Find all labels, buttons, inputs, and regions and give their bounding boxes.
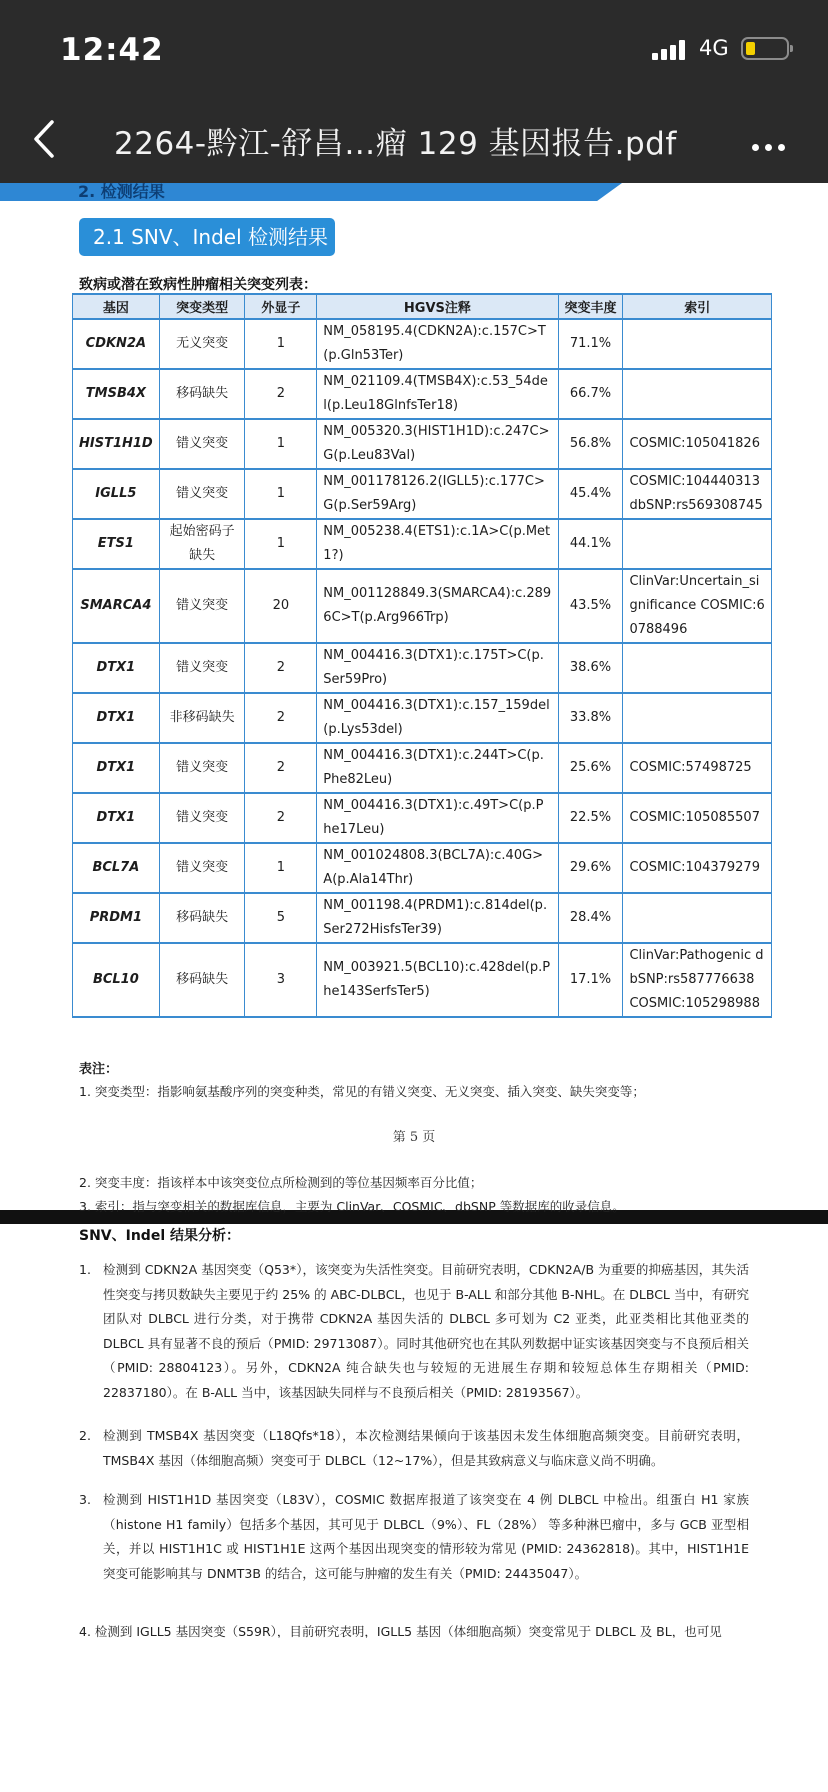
index-cell: ClinVar:Pathogenic dbSNP:rs587776638 COSMIC:105298988 [623,943,772,1017]
analysis-item-3 [79,1488,749,1586]
hgvs-cell: NM_004416.3(DTX1):c.49T>C(p.Phe17Leu) [317,793,558,843]
mutation-type-cell: 无义突变 [159,319,245,369]
header-type: 突变类型 [159,294,245,319]
exon-cell: 2 [245,793,317,843]
hgvs-cell: NM_004416.3(DTX1):c.175T>C(p.Ser59Pro) [317,643,558,693]
mutation-type-cell: 移码缺失 [159,943,245,1017]
note-2: 2. 突变丰度：指该样本中该突变位点所检测到的等位基因频率百分比值； [79,1175,483,1190]
gene-cell: HIST1H1D [73,419,160,469]
subsection-label: 2.1 SNV、Indel 检测结果 [79,218,335,256]
network-type: 4G [699,36,729,60]
mutation-type-cell: 错义突变 [159,419,245,469]
pdf-page-6 [0,1175,828,1792]
hgvs-cell: NM_001128849.3(SMARCA4):c.2896C>T(p.Arg966Trp) [317,569,558,643]
chevron-left-icon [30,118,60,160]
frequency-cell: 66.7% [558,369,623,419]
mutation-type-cell: 错义突变 [159,743,245,793]
index-cell [623,893,772,943]
index-cell [623,369,772,419]
mutation-row [73,693,772,743]
exon-cell: 3 [245,943,317,1017]
item-number: 3. [79,1492,91,1507]
frequency-cell: 43.5% [558,569,623,643]
analysis-item-1 [79,1258,749,1405]
index-cell: COSMIC:57498725 [623,743,772,793]
gene-cell: DTX1 [73,693,160,743]
frequency-cell: 45.4% [558,469,623,519]
index-cell: COSMIC:105085507 [623,793,772,843]
exon-cell: 5 [245,893,317,943]
mutation-type-cell: 错义突变 [159,569,245,643]
header-frequency: 突变丰度 [558,294,623,319]
frequency-cell: 56.8% [558,419,623,469]
status-bar [0,28,828,72]
hgvs-cell: NM_001024808.3(BCL7A):c.40G>A(p.Ala14Thr) [317,843,558,893]
gene-cell: BCL10 [73,943,160,1017]
mutation-type-cell: 起始密码子缺失 [159,519,245,569]
battery-icon [741,37,789,60]
hgvs-cell: NM_001178126.2(IGLL5):c.177C>G(p.Ser59Arg) [317,469,558,519]
mutation-row [73,519,772,569]
mutation-row [73,469,772,519]
header-index: 索引 [623,294,772,319]
note-1: 1. 突变类型：指影响氨基酸序列的突变种类，常见的有错义突变、无义突变、插入突变、缺失突变等； [79,1084,645,1099]
header-gene: 基因 [73,294,160,319]
hgvs-cell: NM_058195.4(CDKN2A):c.157C>T(p.Gln53Ter) [317,319,558,369]
index-cell [623,643,772,693]
header-exon: 外显子 [245,294,317,319]
gene-cell: PRDM1 [73,893,160,943]
index-cell: COSMIC:104440313 dbSNP:rs569308745 [623,469,772,519]
gene-cell: IGLL5 [73,469,160,519]
exon-cell: 2 [245,743,317,793]
item-number: 1. [79,1262,91,1277]
frequency-cell: 33.8% [558,693,623,743]
frequency-cell: 44.1% [558,519,623,569]
gene-cell: BCL7A [73,843,160,893]
frequency-cell: 38.6% [558,643,623,693]
gene-cell: DTX1 [73,643,160,693]
note-3: 3. 索引：指与突变相关的数据库信息，主要为 ClinVar、COSMIC、dbSNP 等数据库的收录信息。 [79,1199,625,1214]
frequency-cell: 28.4% [558,893,623,943]
analysis-title: SNV、Indel 结果分析： [79,1228,240,1244]
index-cell: COSMIC:104379279 [623,843,772,893]
pdf-page-5 [0,183,828,1210]
exon-cell: 2 [245,643,317,693]
frequency-cell: 71.1% [558,319,623,369]
mutation-type-cell: 非移码缺失 [159,693,245,743]
gene-cell: CDKN2A [73,319,160,369]
item-text: 检测到 HIST1H1D 基因突变（L83V），COSMIC 数据库报道了该突变在 4 例 DLBCL 中检出。组蛋白 H1 家族（histone H1 family）包括多个基因，其可见于 DLBCL（9%）、FL（28%） 等多种淋巴瘤中，多与 GCB 亚型相关，并以 HIST1H1C 或 HIST1H1E 这两个基因出现突变的情形较为常见 (PMID: 24362818)。其中，HIST1H1E 突变可能影响其与 DNMT3B 的结合，这可能与肿瘤的发生有关（PMID: 24435047）。 [103,1492,749,1581]
document-title: 2264-黔江-舒昌…瘤 129 基因报告.pdf [114,126,677,162]
frequency-cell: 17.1% [558,943,623,1017]
hgvs-cell: NM_004416.3(DTX1):c.157_159del(p.Lys53del) [317,693,558,743]
mutation-row [73,793,772,843]
frequency-cell: 25.6% [558,743,623,793]
signal-icon [652,40,692,60]
hgvs-cell: NM_001198.4(PRDM1):c.814del(p.Ser272HisfsTer39) [317,893,558,943]
more-options-button[interactable] [752,136,791,155]
index-cell [623,319,772,369]
hgvs-cell: NM_005238.4(ETS1):c.1A>C(p.Met1?) [317,519,558,569]
mutation-row [73,943,772,1017]
gene-cell: DTX1 [73,793,160,843]
index-cell: ClinVar:Uncertain_significance COSMIC:60788496 [623,569,772,643]
index-cell [623,693,772,743]
header-hgvs: HGVS注释 [317,294,558,319]
hgvs-cell: NM_021109.4(TMSB4X):c.53_54del(p.Leu18GlnfsTer18) [317,369,558,419]
mutation-type-cell: 移码缺失 [159,893,245,943]
exon-cell: 1 [245,319,317,369]
page-number: 第 5 页 [392,1130,436,1145]
analysis-item-2 [79,1424,749,1473]
frequency-cell: 29.6% [558,843,623,893]
analysis-item-4-partial: 4. 检测到 IGLL5 基因突变（S59R），目前研究表明，IGLL5 基因（体细胞高频）突变常见于 DLBCL 及 BL，也可见 [79,1624,722,1638]
table-title: 致病或潜在致病性肿瘤相关突变列表： [79,277,317,293]
mutation-row [73,319,772,369]
exon-cell: 1 [245,419,317,469]
mutation-type-cell: 错义突变 [159,843,245,893]
gene-cell: SMARCA4 [73,569,160,643]
section-banner-text: 2. 检测结果 [78,182,165,201]
exon-cell: 1 [245,469,317,519]
hgvs-cell: NM_005320.3(HIST1H1D):c.247C>G(p.Leu83Val) [317,419,558,469]
mutation-row [73,569,772,643]
exon-cell: 2 [245,369,317,419]
mutation-row [73,369,772,419]
item-text: 检测到 TMSB4X 基因突变（L18Qfs*18），本次检测结果倾向于该基因未发生体细胞高频突变。目前研究表明，TMSB4X 基因（体细胞高频）突变可于 DLBCL（12~17%），但是其致病意义与临床意义尚不明确。 [103,1428,749,1468]
item-text: 检测到 CDKN2A 基因突变（Q53*），该突变为失活性突变。目前研究表明，CDKN2A/B 为重要的抑癌基因，其失活性突变与拷贝数缺失主要见于约 25% 的 ABC-DLBCL，也见于 B-ALL 和部分其他 B-NHL。在 DLBCL 当中，有研究团队对 DLBCL 进行分类，对于携带 CDKN2A 基因失活的 DLBCL 多可划为 C2 亚类，此亚类相比其他亚类的 DLBCL 具有显著不良的预后（PMID: 29713087）。同时其他研究也在其队列数据中证实该基因突变与不良预后相关（PMID: 28804123）。另外，CDKN2A 纯合缺失也与较短的无进展生存期和较短总体生存期相关（PMID: 22837180）。在 B-ALL 当中，该基因缺失同样与不良预后相关（PMID: 28193567）。 [103,1262,749,1400]
back-button[interactable] [30,118,60,160]
mutation-type-cell: 错义突变 [159,469,245,519]
mutation-type-cell: 移码缺失 [159,369,245,419]
gene-cell: DTX1 [73,743,160,793]
item-number: 2. [79,1428,91,1443]
frequency-cell: 22.5% [558,793,623,843]
exon-cell: 20 [245,569,317,643]
gene-cell: TMSB4X [73,369,160,419]
mutation-row [73,419,772,469]
mutation-row [73,893,772,943]
exon-cell: 1 [245,519,317,569]
mutation-row [73,843,772,893]
nav-bar [0,108,828,172]
hgvs-cell: NM_004416.3(DTX1):c.244T>C(p.Phe82Leu) [317,743,558,793]
gene-cell: ETS1 [73,519,160,569]
index-cell: COSMIC:105041826 [623,419,772,469]
mutation-type-cell: 错义突变 [159,643,245,693]
mutation-table [72,293,772,1018]
table-header-row [73,294,772,319]
exon-cell: 2 [245,693,317,743]
exon-cell: 1 [245,843,317,893]
status-time: 12:42 [60,32,164,68]
notes-title: 表注： [79,1062,119,1077]
index-cell [623,519,772,569]
app-header [0,0,828,183]
mutation-row [73,743,772,793]
mutation-type-cell: 错义突变 [159,793,245,843]
mutation-row [73,643,772,693]
hgvs-cell: NM_003921.5(BCL10):c.428del(p.Phe143SerfsTer5) [317,943,558,1017]
